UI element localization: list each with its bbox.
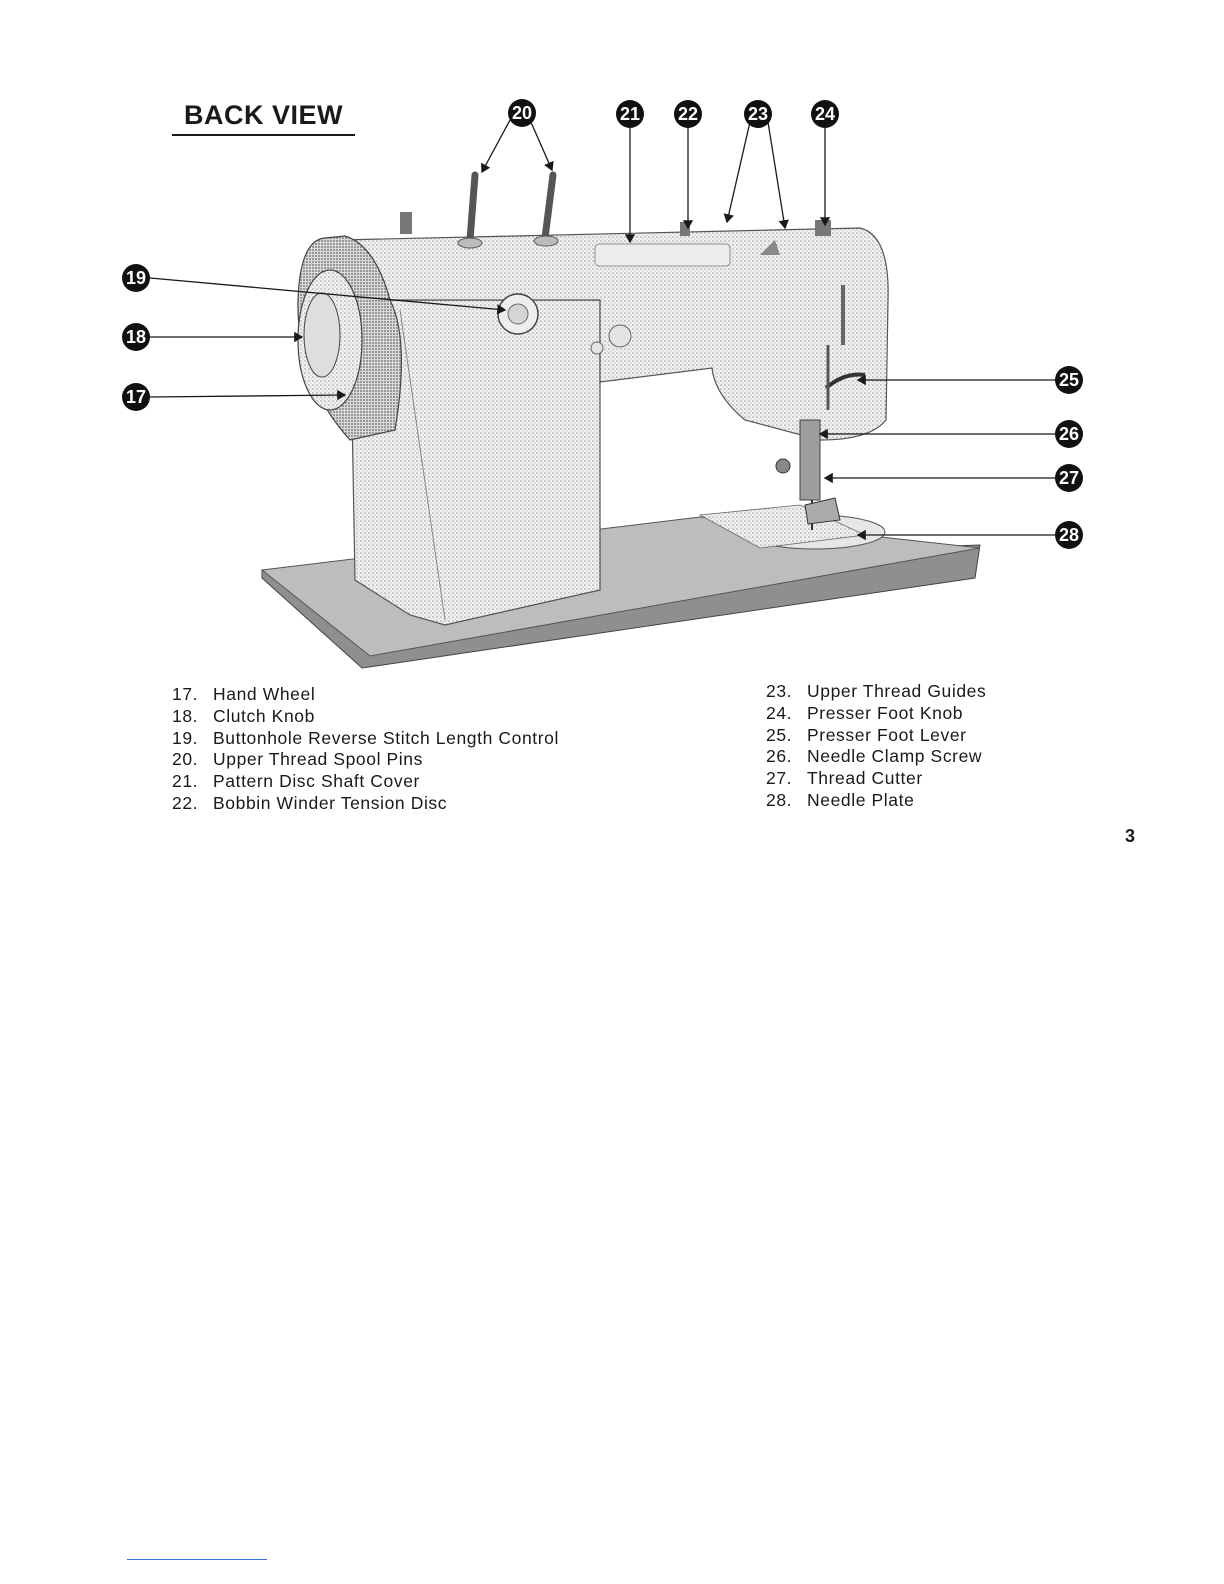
legend-item: 20. Upper Thread Spool Pins xyxy=(172,749,423,770)
page-title: BACK VIEW xyxy=(172,100,355,136)
callout-badge-22 xyxy=(674,100,702,128)
legend-item: 19. Buttonhole Reverse Stitch Length Control xyxy=(172,727,559,748)
spool-pin xyxy=(470,175,475,240)
callout-badge-25 xyxy=(1055,366,1083,394)
footer-rule xyxy=(127,1559,267,1560)
callout-badge-19 xyxy=(122,264,150,292)
parts-legend-left xyxy=(172,684,559,815)
svg-text:20: 20 xyxy=(511,103,533,123)
legend-item: 26. Needle Clamp Screw xyxy=(766,746,983,767)
callout-badge-17 xyxy=(122,383,150,411)
svg-text:26: 26 xyxy=(1058,424,1080,444)
legend-item: 17. Hand Wheel xyxy=(172,684,316,704)
callout-badge-23 xyxy=(744,100,772,128)
sewing-machine-diagram xyxy=(0,0,1224,680)
callout-badge-20 xyxy=(508,99,536,127)
callout-badge-18 xyxy=(122,323,150,351)
legend-item: 23. Upper Thread Guides xyxy=(766,681,987,701)
svg-text:24: 24 xyxy=(814,104,836,124)
svg-text:22: 22 xyxy=(677,104,699,124)
legend-item: 24. Presser Foot Knob xyxy=(766,702,964,723)
legend-item: 27. Thread Cutter xyxy=(766,768,923,789)
pattern-disc-cover xyxy=(595,244,730,266)
callout-badge-24 xyxy=(811,100,839,128)
spool-pin xyxy=(545,175,553,238)
clutch-knob xyxy=(304,293,340,377)
legend-item: 22. Bobbin Winder Tension Disc xyxy=(172,792,448,813)
svg-text:28: 28 xyxy=(1058,525,1080,545)
callout-badge-27 xyxy=(1055,464,1083,492)
svg-text:27: 27 xyxy=(1058,468,1080,488)
callout-badge-26 xyxy=(1055,420,1083,448)
legend-item: 28. Needle Plate xyxy=(766,789,915,810)
svg-text:21: 21 xyxy=(619,104,641,124)
legend-item: 25. Presser Foot Lever xyxy=(766,724,967,745)
legend-item: 21. Pattern Disc Shaft Cover xyxy=(172,771,420,792)
parts-legend-right xyxy=(766,681,986,812)
callout-badge-28 xyxy=(1055,521,1083,549)
callout-badge-21 xyxy=(616,100,644,128)
svg-text:17: 17 xyxy=(125,387,147,407)
svg-text:18: 18 xyxy=(125,327,147,347)
svg-text:25: 25 xyxy=(1058,370,1080,390)
svg-text:23: 23 xyxy=(747,104,769,124)
legend-item: 18. Clutch Knob xyxy=(172,705,315,726)
page-number: 3 xyxy=(1125,826,1136,846)
svg-text:19: 19 xyxy=(125,268,147,288)
